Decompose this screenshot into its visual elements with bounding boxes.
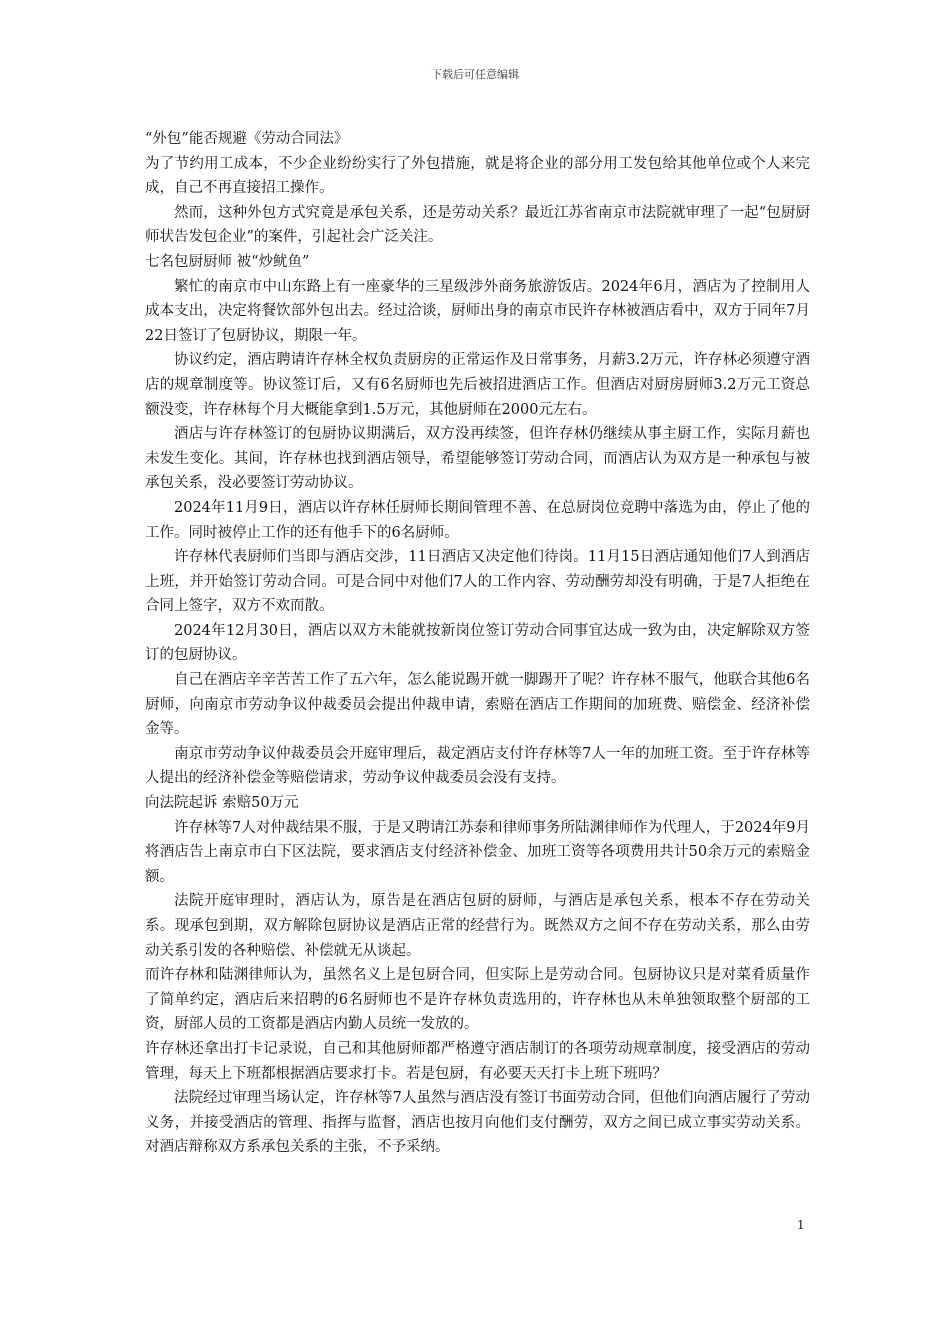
paragraph: 自己在酒店辛辛苦苦工作了五六年，怎么能说踢开就一脚踢开了呢？许存林不服气，他联合其他6名厨师，向南京市劳动争议仲裁委员会提出仲裁申请，索赔在酒店工作期间的加班费、赔偿金、经济补偿金等。 bbox=[145, 672, 810, 738]
paragraph: 七名包厨厨师 被“炒鱿鱼” bbox=[145, 253, 310, 270]
paragraph: 法院开庭审理时，酒店认为，原告是在酒店包厨的厨师，与酒店是承包关系，根本不存在劳动关系。现承包到期，双方解除包厨协议是酒店正常的经营行为。既然双方之间不存在劳动关系，那么由劳动关系引发的各种赔偿、补偿就无从谈起。 bbox=[145, 893, 810, 959]
paragraph: 为了节约用工成本，不少企业纷纷实行了外包措施，就是将企业的部分用工发包给其他单位或个人来完成，自己不再直接招工操作。 bbox=[145, 155, 810, 197]
paragraph: 繁忙的南京市中山东路上有一座豪华的三星级涉外商务旅游饭店。2024年6月，酒店为了控制用人成本支出，决定将餐饮部外包出去。经过洽谈，厨师出身的南京市民许存林被酒店看中，双方于同年7月22日签订了包厨协议，期限一年。 bbox=[145, 278, 810, 344]
paragraph: 协议约定，酒店聘请许存林全权负责厨房的正常运作及日常事务，月薪3.2万元，许存林必须遵守酒店的规章制度等。协议签订后，又有6名厨师也先后被招进酒店工作。但酒店对厨房厨师3.2万元工资总额没变，许存林每个月大概能拿到1.5万元，其他厨师在2000元左右。 bbox=[145, 352, 810, 418]
paragraph: 许存林还拿出打卡记录说，自己和其他厨师都严格遵守酒店制订的各项劳动规章制度，接受酒店的劳动管理，每天上下班都根据酒店要求打卡。若是包厨，有必要天天打卡上班下班吗？ bbox=[145, 1040, 810, 1082]
page-number: 1 bbox=[797, 1218, 805, 1232]
paragraph: 酒店与许存林签订的包厨协议期满后，双方没再续签，但许存林仍继续从事主厨工作，实际月薪也未发生变化。其间，许存林也找到酒店领导，希望能够签订劳动合同，而酒店认为双方是一种承包与被承包关系，没必要签订劳动协议。 bbox=[145, 426, 810, 492]
paragraph: 向法院起诉 索赔50万元 bbox=[145, 795, 299, 812]
paragraph: 许存林代表厨师们当即与酒店交涉，11日酒店又决定他们待岗。11月15日酒店通知他们7人到酒店上班，并开始签订劳动合同。可是合同中对他们7人的工作内容、劳动酬劳却没有明确，于是7人拒绝在合同上签字，双方不欢而散。 bbox=[145, 549, 810, 615]
paragraph: 法院经过审理当场认定，许存林等7人虽然与酒店没有签订书面劳动合同，但他们向酒店履行了劳动义务，并接受酒店的管理、指挥与监督，酒店也按月向他们支付酬劳，双方之间已成立事实劳动关系。对酒店辩称双方系承包关系的主张，不予采纳。 bbox=[145, 1090, 810, 1156]
paragraph: 南京市劳动争议仲裁委员会开庭审理后，裁定酒店支付许存林等7人一年的加班工资。至于许存林等人提出的经济补偿金等赔偿请求，劳动争议仲裁委员会没有支持。 bbox=[145, 745, 810, 787]
paragraph: 2024年12月30日，酒店以双方未能就按新岗位签订劳动合同事宜达成一致为由，决定解除双方签订的包厨协议。 bbox=[145, 622, 810, 664]
document-body bbox=[145, 127, 810, 1160]
paragraph: 许存林等7人对仲裁结果不服，于是又聘请江苏泰和律师事务所陆渊律师作为代理人，于2024年9月将酒店告上南京市白下区法院，要求酒店支付经济补偿金、加班工资等各项费用共计50余万元的索赔金额。 bbox=[145, 819, 810, 885]
paragraph: 2024年11月9日，酒店以许存林任厨师长期间管理不善、在总厨岗位竞聘中落选为由，停止了他的工作。同时被停止工作的还有他手下的6名厨师。 bbox=[145, 499, 810, 541]
page-header: 下载后可任意编辑 bbox=[431, 68, 519, 81]
paragraph: 然而，这种外包方式究竟是承包关系，还是劳动关系？最近江苏省南京市法院就审理了一起“包厨厨师状告发包企业”的案件，引起社会广泛关注。 bbox=[145, 204, 810, 246]
paragraph: “外包”能否规避《劳动合同法》 bbox=[145, 131, 349, 147]
paragraph: 而许存林和陆渊律师认为，虽然名义上是包厨合同，但实际上是劳动合同。包厨协议只是对菜肴质量作了简单约定，酒店后来招聘的6名厨师也不是许存林负责选用的，许存林也从未单独领取整个厨部的工资，厨部人员的工资都是酒店内勤人员统一发放的。 bbox=[145, 967, 810, 1033]
